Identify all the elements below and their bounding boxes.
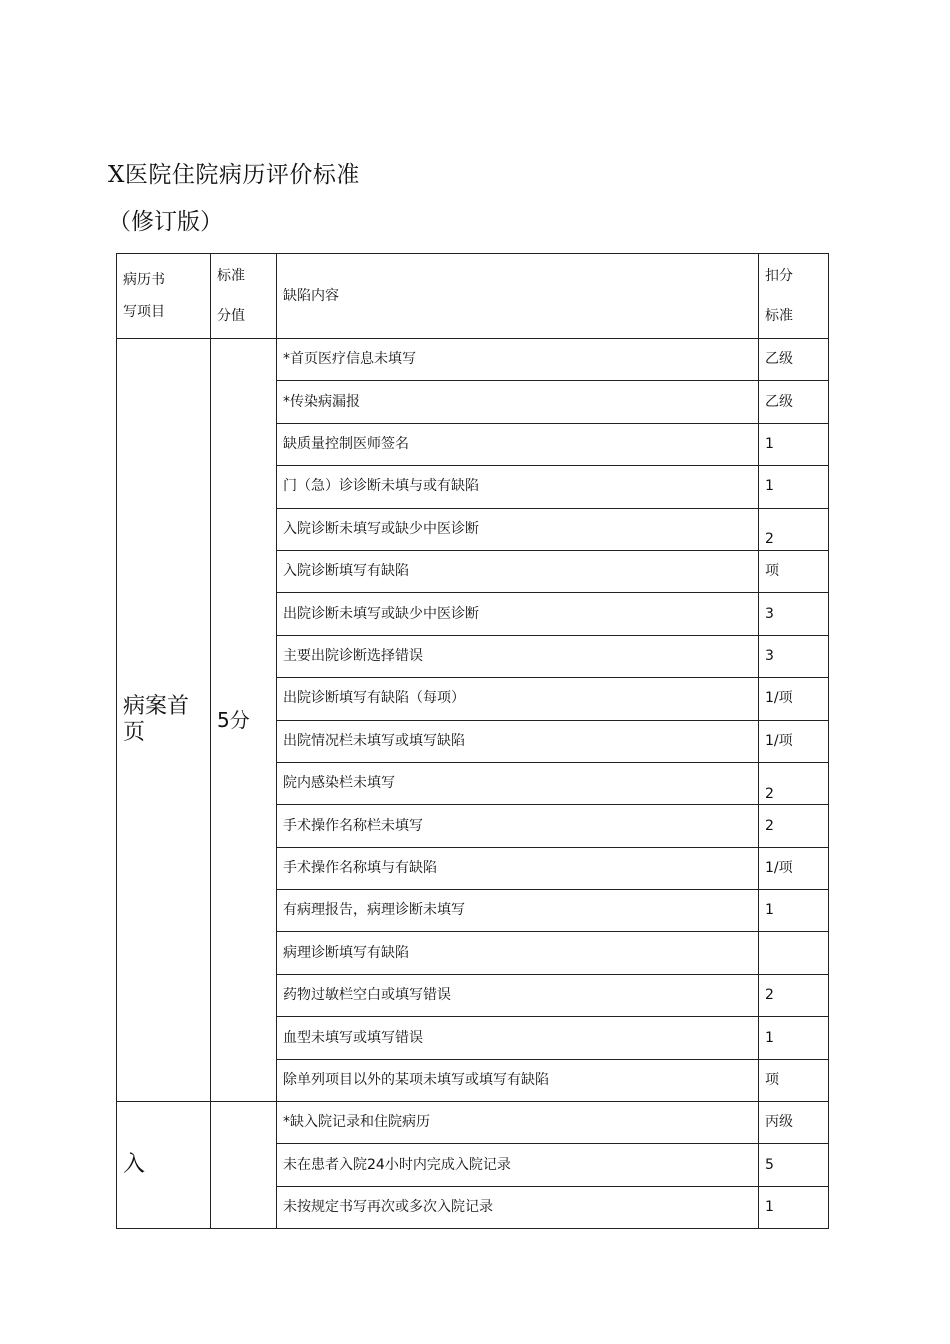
defect-content-cell: 药物过敏栏空白或填写错误 (277, 974, 759, 1016)
deduction-cell: 1 (759, 466, 829, 508)
deduction-cell: 乙级 (759, 339, 829, 381)
header-record-item-line1: 病历书 (123, 272, 165, 288)
defect-content-cell: 除单列项目以外的某项未填写或填写有缺陷 (277, 1059, 759, 1101)
deduction-cell: 1 (759, 423, 829, 465)
deduction-cell: 2 (759, 974, 829, 1016)
header-standard-score (211, 254, 277, 339)
section-name-cell: 入 (117, 1102, 211, 1229)
deduction-cell: 丙级 (759, 1102, 829, 1144)
deduction-cell: 3 (759, 593, 829, 635)
defect-content-cell: 主要出院诊断选择错误 (277, 635, 759, 677)
defect-content-cell: 院内感染栏未填写 (277, 762, 759, 804)
header-deduction-line2: 标准 (765, 308, 793, 324)
defect-content-cell: 未按规定书写再次或多次入院记录 (277, 1186, 759, 1228)
deduction-cell (759, 932, 829, 974)
defect-content-cell: 手术操作名称填与有缺陷 (277, 847, 759, 889)
document-title: X医院住院病历评价标准 (108, 162, 360, 188)
table-row (117, 1102, 829, 1144)
header-deduction-line1: 扣分 (765, 268, 793, 284)
deduction-cell: 1/项 (759, 847, 829, 889)
section-score-cell: 5分 (211, 339, 277, 1102)
header-record-item (117, 254, 211, 339)
deduction-cell: 乙级 (759, 381, 829, 423)
defect-content-cell: 未在患者入院24小时内完成入院记录 (277, 1144, 759, 1186)
section-name-line2: 页 (123, 720, 146, 746)
evaluation-table (116, 253, 829, 1229)
deduction-cell: 项 (759, 1059, 829, 1101)
defect-content-cell: 入院诊断填写有缺陷 (277, 550, 759, 592)
defect-content-cell: 入院诊断未填写或缺少中医诊断 (277, 508, 759, 550)
header-defect-content: 缺陷内容 (277, 254, 759, 339)
header-standard-score-line2: 分值 (217, 308, 245, 324)
defect-content-cell: 有病理报告，病理诊断未填写 (277, 890, 759, 932)
table-row (117, 339, 829, 381)
deduction-cell: 1/项 (759, 678, 829, 720)
defect-content-cell: 出院诊断未填写或缺少中医诊断 (277, 593, 759, 635)
defect-content-cell: *传染病漏报 (277, 381, 759, 423)
deduction-cell: 2 (759, 508, 829, 550)
section-score-cell (211, 1102, 277, 1229)
defect-content-cell: *缺入院记录和住院病历 (277, 1102, 759, 1144)
deduction-cell: 2 (759, 762, 829, 804)
header-standard-score-line1: 标准 (217, 268, 245, 284)
section-name-cell (117, 339, 211, 1102)
defect-content-cell: 缺质量控制医师签名 (277, 423, 759, 465)
deduction-cell: 5 (759, 1144, 829, 1186)
table-header-row (117, 254, 829, 339)
defect-content-cell: 出院诊断填写有缺陷（每项） (277, 678, 759, 720)
deduction-cell: 1 (759, 890, 829, 932)
header-deduction-standard (759, 254, 829, 339)
deduction-cell: 项 (759, 550, 829, 592)
defect-content-cell: 手术操作名称栏未填写 (277, 805, 759, 847)
deduction-cell: 1/项 (759, 720, 829, 762)
defect-content-cell: 出院情况栏未填写或填写缺陷 (277, 720, 759, 762)
defect-content-cell: 病理诊断填写有缺陷 (277, 932, 759, 974)
deduction-cell: 2 (759, 805, 829, 847)
defect-content-cell: 血型未填写或填写错误 (277, 1017, 759, 1059)
deduction-cell: 1 (759, 1186, 829, 1228)
defect-content-cell: 门（急）诊诊断未填与或有缺陷 (277, 466, 759, 508)
header-record-item-line2: 写项目 (123, 304, 165, 320)
document-subtitle: （修订版） (108, 209, 223, 235)
section-name-line1: 病案首 (123, 693, 190, 719)
defect-content-cell: *首页医疗信息未填写 (277, 339, 759, 381)
deduction-cell: 3 (759, 635, 829, 677)
deduction-cell: 1 (759, 1017, 829, 1059)
